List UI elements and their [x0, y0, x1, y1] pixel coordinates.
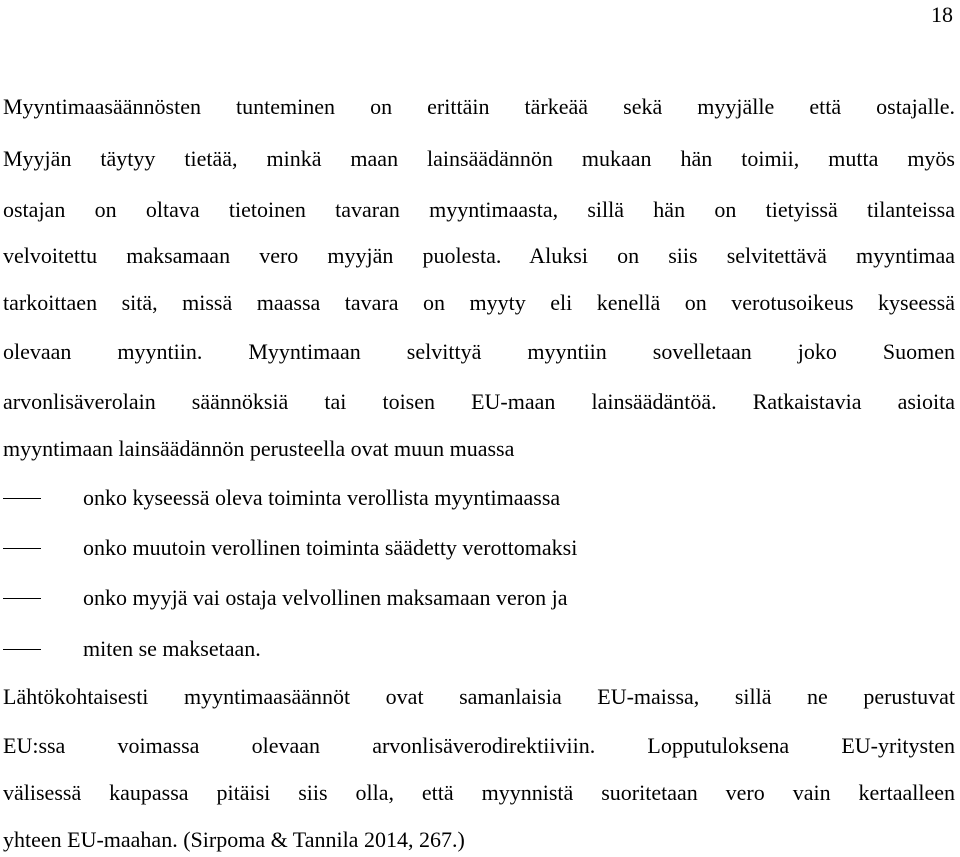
dash-bullet-icon	[3, 649, 41, 650]
list-item	[3, 585, 567, 611]
list-item-text: onko kyseessä oleva toiminta verollista myyntimaassa	[83, 485, 561, 510]
text-line: tarkoittaen sitä, missä maassa tavara on myyty eli kenellä on verotusoikeus kyseessä	[3, 290, 955, 315]
text-line: välisessä kaupassa pitäisi siis olla, että myynnistä suoritetaan vero vain kertaalleen	[3, 780, 955, 805]
dash-bullet-icon	[3, 598, 41, 599]
text-line: velvoitettu maksamaan vero myyjän puolesta. Aluksi on siis selvitettävä myyntimaa	[3, 243, 955, 268]
list-item	[3, 485, 560, 511]
text-line: yhteen EU-maahan. (Sirpoma & Tannila 2014, 267.)	[3, 827, 465, 852]
text-line: Lähtökohtaisesti myyntimaasäännöt ovat samanlaisia EU-maissa, sillä ne perustuvat	[3, 684, 955, 709]
text-line: arvonlisäverolain säännöksiä tai toisen EU-maan lainsäädäntöä. Ratkaistavia asioita	[3, 389, 955, 414]
dash-bullet-icon	[3, 498, 41, 499]
list-item-text: onko myyjä vai ostaja velvollinen maksamaan veron ja	[83, 585, 568, 610]
text-line: olevaan myyntiin. Myyntimaan selvittyä myyntiin sovelletaan joko Suomen	[3, 339, 955, 364]
text-line: EU:ssa voimassa olevaan arvonlisäverodirektiiviin. Lopputuloksena EU-yritysten	[3, 733, 955, 758]
text-line: myyntimaan lainsäädännön perusteella ovat muun muassa	[3, 436, 515, 461]
dash-bullet-icon	[3, 548, 41, 549]
list-item-text: onko muutoin verollinen toiminta säädetty verottomaksi	[83, 535, 578, 560]
list-item	[3, 535, 577, 561]
text-line: Myyjän täytyy tietää, minkä maan lainsäädännön mukaan hän toimii, mutta myös	[3, 146, 955, 171]
list-item-text: miten se maksetaan.	[83, 636, 261, 661]
page-number: 18	[931, 2, 953, 27]
text-line: Myyntimaasäännösten tunteminen on erittäin tärkeää sekä myyjälle että ostajalle.	[3, 94, 955, 119]
list-item	[3, 636, 261, 662]
text-line: ostajan on oltava tietoinen tavaran myyntimaasta, sillä hän on tietyissä tilanteissa	[3, 197, 955, 222]
